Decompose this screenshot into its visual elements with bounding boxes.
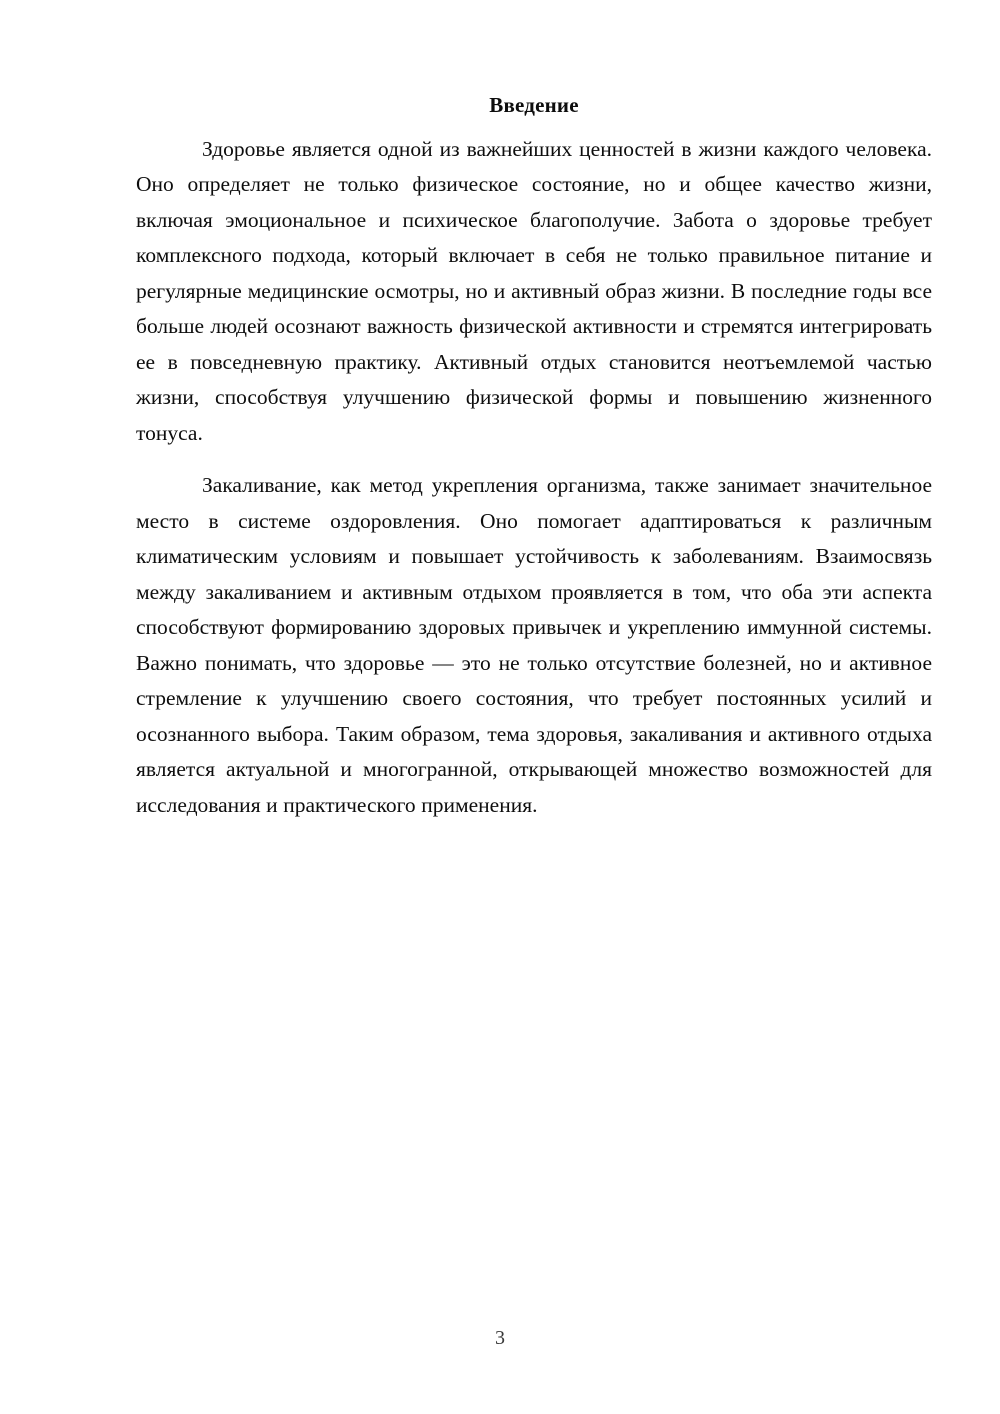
page-title: Введение [489,93,579,117]
page-number: 3 [495,1327,505,1349]
body-paragraph-2: Закаливание, как метод укрепления организма, также занимает значительное место в системе оздоровления. Оно помогает адаптироваться к различным климатическим условиям и повышает устойчивость к заболеваниям. Взаимосвязь между закаливанием и активным отдыхом проявляется в том, что оба эти аспекта способствуют формированию здоровых привычек и укреплению иммунной системы. Важно понимать, что здоровье — это не только отсутствие болезней, но и активное стремление к улучшению своего состояния, что требует постоянных усилий и осознанного выбора. Таким образом, тема здоровья, закаливания и активного отдыха является актуальной и многогранной, открывающей множество возможностей для исследования и практического применения. [136,473,932,817]
body-paragraph-1: Здоровье является одной из важнейших ценностей в жизни каждого человека. Оно определяет не только физическое состояние, но и общее качество жизни, включая эмоциональное и психическое благополучие. Забота о здоровье требует комплексного подхода, который включает в себя не только правильное питание и регулярные медицинские осмотры, но и активный образ жизни. В последние годы все больше людей осознают важность физической активности и стремятся интегрировать ее в повседневную практику. Активный отдых становится неотъемлемой частью жизни, способствуя улучшению физической формы и повышению жизненного тонуса. [136,136,932,445]
paragraph-spacer [136,451,932,468]
page-content [136,88,932,823]
